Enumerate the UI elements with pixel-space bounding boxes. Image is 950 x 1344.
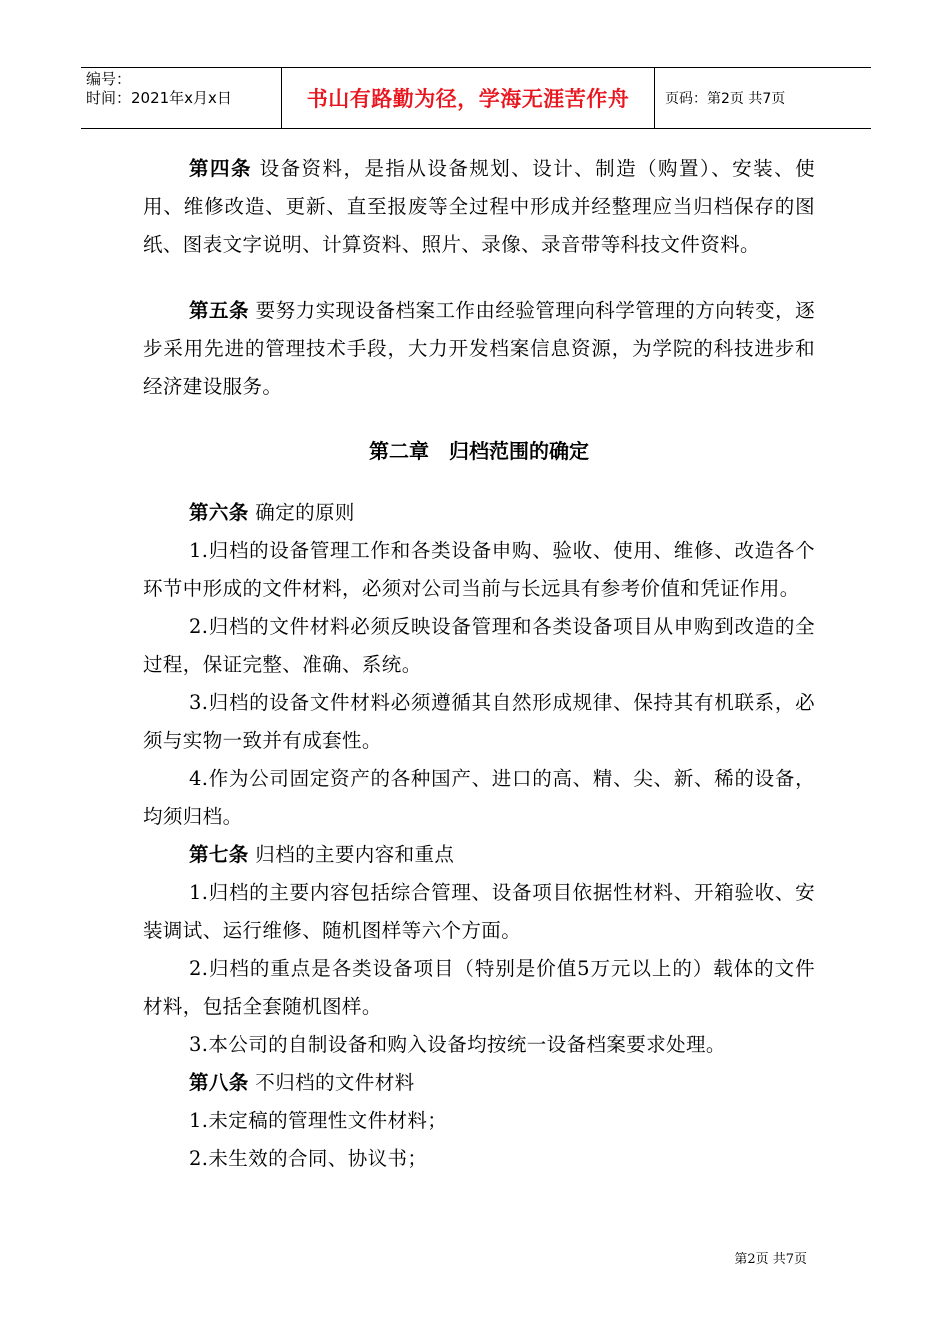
list-item: 1.未定稿的管理性文件材料； (189, 1109, 448, 1132)
list-item: 2.归档的重点是各类设备项目（特别是价值5万元以上的）载体的文件材料，包括全套随机图样。 (143, 957, 815, 1018)
page-header (81, 67, 871, 129)
page-footer: 第2页 共7页 (734, 1252, 807, 1267)
header-time: 时间：2021年x月x日 (86, 89, 232, 107)
header-number: 编号： (86, 70, 132, 88)
article-8 (143, 1064, 815, 1102)
chapter-heading (143, 432, 815, 470)
article-text: 要努力实现设备档案工作由经验管理向科学管理的方向转变，逐步采用先进的管理技术手段，大力开发档案信息资源，为学院的科技进步和经济建设服务。 (143, 299, 815, 398)
chapter-title: 归档范围的确定 (449, 439, 589, 463)
article-title: 第五条 (189, 299, 249, 322)
article-text: 确定的原则 (248, 501, 355, 524)
list-item: 1.归档的设备管理工作和各类设备申购、验收、使用、维修、改造各个环节中形成的文件材料，必须对公司当前与长远具有参考价值和凭证作用。 (143, 539, 815, 600)
chapter-number: 第二章 (369, 439, 429, 463)
list-item: 3.归档的设备文件材料必须遵循其自然形成规律、保持其有机联系，必须与实物一致并有成套性。 (143, 691, 815, 752)
article-title: 第八条 (189, 1071, 249, 1094)
header-meta (81, 68, 282, 128)
article-text: 归档的主要内容和重点 (248, 843, 455, 866)
list-item: 3.本公司的自制设备和购入设备均按统一设备档案要求处理。 (189, 1033, 726, 1056)
article-4 (143, 150, 815, 264)
list-item: 2.未生效的合同、协议书； (189, 1147, 428, 1170)
header-page-info: 页码：第2页 共7页 (665, 91, 786, 107)
header-motto: 书山有路勤为径，学海无涯苦作舟 (282, 68, 655, 128)
article-6 (143, 494, 815, 532)
article-5 (143, 292, 815, 406)
document-body (143, 150, 815, 1178)
article-title: 第六条 (189, 501, 249, 524)
list-item: 4.作为公司固定资产的各种国产、进口的高、精、尖、新、稀的设备，均须归档。 (143, 767, 815, 828)
article-title: 第七条 (189, 843, 249, 866)
list-item: 1.归档的主要内容包括综合管理、设备项目依据性材料、开箱验收、安装调试、运行维修、随机图样等六个方面。 (143, 881, 815, 942)
article-7 (143, 836, 815, 874)
list-item: 2.归档的文件材料必须反映设备管理和各类设备项目从申购到改造的全过程，保证完整、准确、系统。 (143, 615, 815, 676)
article-text: 设备资料，是指从设备规划、设计、制造（购置）、安装、使用、维修改造、更新、直至报废等全过程中形成并经整理应当归档保存的图纸、图表文字说明、计算资料、照片、录像、录音带等科技文件资料。 (143, 157, 815, 256)
article-text: 不归档的文件材料 (248, 1071, 415, 1094)
article-title: 第四条 (189, 157, 252, 180)
